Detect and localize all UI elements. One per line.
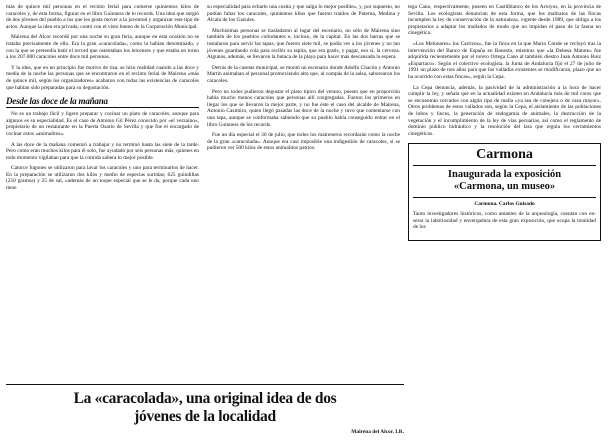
- paragraph: Pero no todos pudieron degustar el plato típico del verano, puesto que en proporción había mucho menos caracoles que personas allí congregadas. Fueron los primeros en llegar los que se llevaron la mejor parte, y no fue éste el caso del alcalde de Mairena, Antonio Casimiro, quien llegó pasadas las doce de la noche y tuvo que contentarse con una tapa, aunque se conformaba sabiendo que su pueblo había conseguido entrar en el libro Guinness de los records.: [207, 88, 400, 128]
- paragraph: La Cepa denuncia, además, la pasividad de la administración a la hora de hacer cumplir la ley, y señala que en la actualidad existen en Andalucía más de mil cotos que se encuentran cercados con algún tipo de malla «ya sea de conejera o de caza mayor». Otros problemas de estos vallados son, según la Cepa, el aislamiento de las poblaciones de lobos y linces, la generación de endogamia de animales, la destrucción de la vegetación y el incumplimiento de la ley de vías pecuarias, así como el reglamento de dominio público hidráulico y la resolución del lara que regula los cerramientos cinegéticos.: [408, 84, 601, 137]
- column-left: [6, 4, 199, 241]
- article-signature: Mairena del Alcor. I.R.: [351, 429, 404, 435]
- headline-line1: La «caracolada», una original idea de dos: [73, 390, 337, 407]
- paragraph: Fue un día especial el 30 de julio, que todos los maireneros recordarán como la noche de la gran «caracolada». Aunque era casi imposible una indigestión de caracoles, sí se pudieron ver 500 kilos de estos animalitos patrios.: [207, 132, 400, 152]
- sidebar-article-box: [408, 143, 601, 241]
- paragraph: Mairena del Alcor recordó por una noche su gran feria, aunque en esta ocasión no se trataba precisamente de ello. Era la gran «caracolada», como la habían denominado, y con la que se pretendía batir el record que ostentaban los leicenses y que estaba en torno a los 207.000 caracoles entre doce mil personas.: [6, 34, 199, 61]
- paragraph: tega Cano, respectivamente, poseen en Castilblanco de los Arroyos, en la provincia de Sevilla. Los ecologistas denuncian de esta forma, que los maltratos de las fincas incumplen la ley de conservación de la naturaleza, vigente desde 1989, que obliga a los propietarios a adaptar los mallados de modo que no impidan el paso de la fauna no cinegética.: [408, 4, 601, 37]
- sidebar-article-headline: [413, 169, 596, 193]
- sidebar-article-byline: Carmona. Carlos Guisado: [474, 201, 535, 208]
- sidebar-headline-line2: «Carmona, un museo»: [453, 181, 556, 193]
- paragraph: Y la idea, que en un principio fue motivo de risa, se hizo realidad cuando a las doce y media de la noche las personas que se encontraron en el recinto ferial de Mairena «más de quince mil, según los organizadores» acabaron con todas las existencias de caracoles que habían sido preparadas para su degustación.: [6, 64, 199, 91]
- headline-line2: jóvenes de la localidad: [134, 408, 276, 425]
- divider: [413, 197, 596, 198]
- paragraph: Catorce fogones se utilizaron para lavar los caracoles y uno para terminarlos de hacer. En la preparación se utilizaron dos kilos y medio de especias surtidas; 625 guindillas (250 gramos) y 25 de sal, «además de un toque especial que se le da, porque cada uno tiene: [6, 165, 199, 192]
- section-subhead: Desde las doce de la mañana: [6, 96, 199, 108]
- paragraph: A las doce de la mañana comenzó a trabajar y no terminó hasta las siete de la tarde. Pero como eran muchos kilos para él solo, fue ayudado por seis personas más, quienes en todo momento vigilaban para que la comida saliera lo mejor posible.: [6, 141, 199, 161]
- lead-paragraph: más de quince mil personas en el recinto ferial para comerse quinientos kilos de caracoles y, de esta forma, figurar en el libro Guinness de lo records. Una idea que surgió de dos jóvenes del pueblo a los que les gusta mover a la juventud y organizar este tipo de actos. Aunque la idea era privada, contó con el visto bueno de la Corporación Municipal.: [6, 4, 199, 30]
- main-headline: [6, 390, 404, 426]
- paragraph: No es un trabajo fácil y ligero preparar y cocinar un plato de caracoles, aunque para algunos es su especialidad. Es el caso de Antonio Gil Pérez conocido por «el verzaíno», propietario de un restaurante en la Puerta Osario de Sevilla y que fue el encargado de cocinar estos «animalitos».: [6, 111, 199, 137]
- column-middle: [207, 4, 400, 241]
- sidebar-article-kicker: Carmona: [413, 147, 596, 166]
- paragraph: «Los Melonares» los Carrizos», fue la finca en la que Mario Conde se recluyó tras la intervención del Banco de España en Banesto, mientras que «la Dehesa Matute» fue adquirida recientemente por el torero Ortega Cano al también diestro Juan Antonio Ruiz «Espartaco». Según el colectivo ecologista, la Junta de Andalucía fijó el 27 de julio de 1991 un plazo de tres años para que los vallados existentes se modificaran, plazo que no ha ocurrido con estas fincas», según la Cepa.: [408, 40, 601, 80]
- paragraph: Detrás de la casetas municipal, se montó un escenario donde Adolfo Chacón y Antonio Martín animaban al personal promoviendo alto que, al compás de la salsa, saborearon los caracoles.: [207, 64, 400, 84]
- paragraph: Muchísimas personas se trasladaron al lugar del escenario, no sólo de Mairena sino también de los pueblos colindantes e, incluso, de la capital. En las dos barras que se instalaron para servir las tapas, que fueron siete mil, se podía ver a los jóvenes y no tan jóvenes guardando cola para recibir su tapita, que era gratis, y pagar, eso sí, la cerveza. Algunos, además, se llevaron la butaca de la playa para hacer más descansada la espera.: [207, 27, 400, 61]
- sidebar-article-paragraph: Tanto investigadores históricos, como amantes de la arqueología, cuentan con en-serar la laboriosidad y enverqadura de esta gran exposición, que ocupa la totalidad de los: [413, 211, 596, 231]
- paragraph: su especialidad para echarle una cosita y que salga lo mejor posible», y, por supuesto, no podían faltar los caracoles, quinientos kilos que fueron traídos de Paterna, Medina y Alcalá de los Gazules.: [207, 4, 400, 24]
- bottom-headline-block: [6, 384, 404, 441]
- headline-rule: [6, 384, 404, 385]
- sidebar-headline-line1: Inaugurada la exposición: [447, 169, 562, 181]
- column-right: [408, 4, 601, 241]
- columns-container: [6, 4, 603, 241]
